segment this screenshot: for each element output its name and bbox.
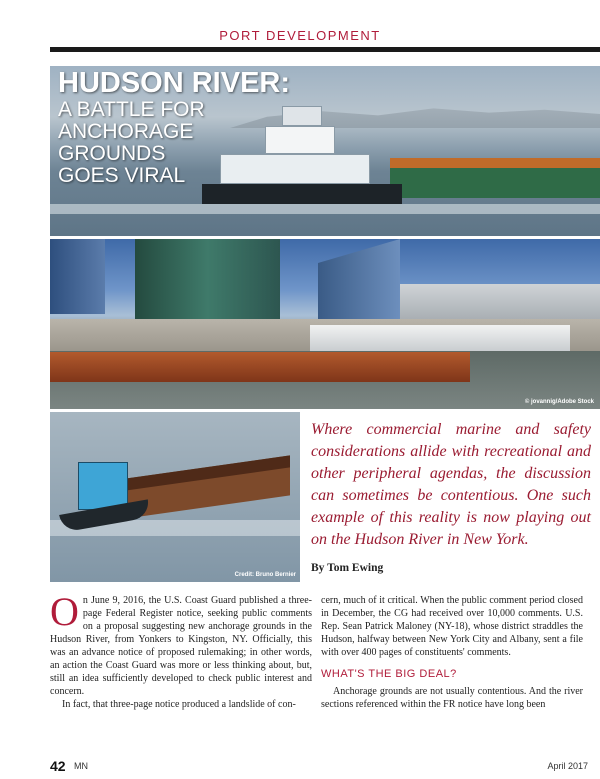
pull-quote: Where commercial marine and safety considerations allide with recreational and other peripheral agendas, the discussion can sometimes be contentious. One such example of this reality is now playing out on the Hudson River in New York. bbox=[311, 421, 591, 548]
article-paragraph: cern, much of it critical. When the public comment period closed in December, the CG had received over 10,000 comments. U.S. Rep. Sean Patrick Maloney (NY-18), whose district straddles the Hudson, halfway between New York City and Albany, sent a file with over 400 pages of constituents' comments. bbox=[321, 595, 583, 658]
blue-tugboat-photo bbox=[50, 412, 300, 582]
article-column-1 bbox=[50, 589, 312, 711]
photo-credit-top: © jovannig/Adobe Stock bbox=[524, 399, 594, 405]
byline: By Tom Ewing bbox=[311, 562, 384, 574]
page-number: 42 bbox=[50, 758, 66, 774]
headline-title: HUDSON RIVER: bbox=[58, 67, 291, 99]
issue-date: April 2017 bbox=[547, 761, 588, 771]
photo-credit-left: Credit: Bruno Bernier bbox=[234, 572, 296, 578]
magazine-name: MN bbox=[74, 761, 88, 771]
headline-subtitle: A BATTLE FOR ANCHORAGE GROUNDS GOES VIRAL bbox=[58, 98, 205, 187]
article-column-2 bbox=[321, 594, 583, 711]
drop-cap: O bbox=[50, 589, 79, 634]
header-rule bbox=[50, 47, 600, 52]
city-river-photo bbox=[50, 239, 600, 409]
article-subhead: WHAT'S THE BIG DEAL? bbox=[321, 668, 457, 680]
section-header: PORT DEVELOPMENT bbox=[219, 28, 381, 43]
article-paragraph: Anchorage grounds are not usually contentious. And the river sections referenced within the FR notice have long been bbox=[321, 686, 583, 710]
article-paragraph: On June 9, 2016, the U.S. Coast Guard published a three-page Federal Register notice, seeking public comments on a proposal suggesting new anchorage grounds in the Hudson River, from Yonkers to Kingston, NY. Officially, this was an advance notice of proposed rulemaking; in other words, an action the Coast Guard was more or less thinking about, but, still an idea sufficiently developed to check public interest and concern. bbox=[50, 589, 312, 697]
headline bbox=[58, 68, 358, 187]
article-paragraph: In fact, that three-page notice produced a landslide of con- bbox=[62, 699, 296, 710]
